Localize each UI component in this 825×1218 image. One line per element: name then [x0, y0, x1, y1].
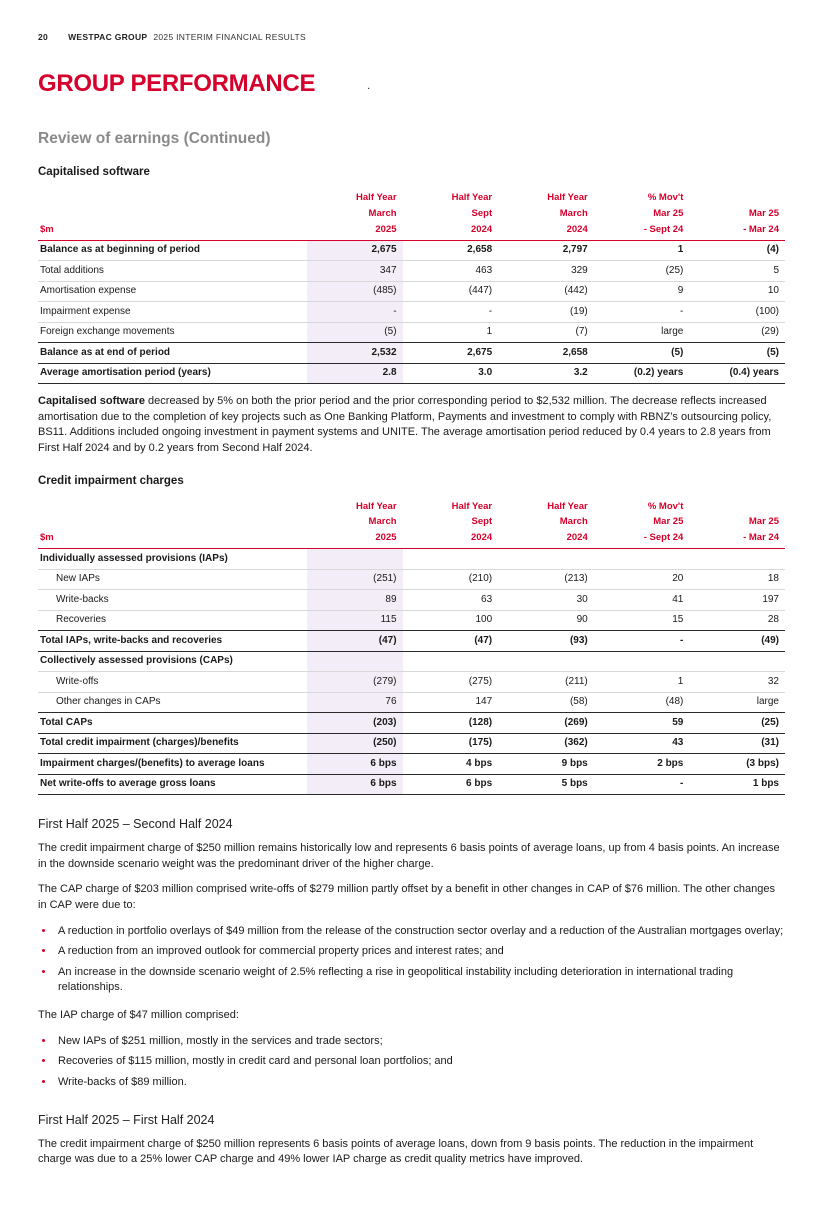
cell-value: (0.4) years [689, 363, 785, 384]
cell-value: (251) [307, 569, 403, 590]
column-header: 2025 [307, 530, 403, 548]
table-row [38, 692, 785, 713]
cell-value [689, 549, 785, 570]
page-header [38, 32, 785, 42]
table-unit-label [38, 190, 307, 206]
table-row [38, 343, 785, 364]
credit-impairment-table-container [38, 499, 785, 796]
analysis-heading-2: First Half 2025 – First Half 2024 [38, 1112, 215, 1127]
cell-value [498, 651, 594, 672]
column-header: March [559, 516, 588, 528]
analysis-paragraph-2: The CAP charge of $203 million comprised write-offs of $279 million partly offset by a benefit in other changes in CAP of $76 million. The other changes in CAP were due to: [38, 883, 776, 912]
column-header: - Sept 24 [594, 530, 690, 548]
cell-value: (447) [403, 281, 499, 302]
cell-value: large [594, 322, 690, 343]
cell-value: (3 bps) [689, 754, 785, 775]
cell-value: 4 bps [403, 754, 499, 775]
column-header: Mar 25 [653, 516, 684, 528]
cap-changes-bullet-list [38, 924, 785, 996]
cell-value: (48) [594, 692, 690, 713]
row-label: Total credit impairment (charges)/benefits [38, 733, 307, 754]
cell-value [594, 549, 690, 570]
cell-value: (210) [403, 569, 499, 590]
cell-value: 1 [403, 322, 499, 343]
row-label: Individually assessed provisions (IAPs) [40, 552, 228, 564]
cell-value: 32 [689, 672, 785, 693]
bullet-item: • A reduction from an improved outlook for commercial property prices and interest rates; and [55, 944, 785, 960]
bullet-item: • A reduction in portfolio overlays of $49 million from the release of the construction sector overlay and a reduction of the Australian mortgages overlay; [55, 924, 785, 940]
row-label: Average amortisation period (years) [38, 363, 307, 384]
analysis-paragraph-1: The credit impairment charge of $250 million remains historically low and represents 6 basis points of average loans, up from 4 basis points. An increase in the downside scenario weight was the predominant driver of the higher charge. [38, 842, 780, 870]
column-header: March [559, 207, 588, 219]
cell-value: - [594, 302, 690, 323]
financial-table [38, 190, 785, 384]
page-title-text: GROUP PERFORMANCE [38, 70, 316, 97]
cell-value [498, 549, 594, 570]
cell-value: (279) [307, 672, 403, 693]
column-header: Sept [471, 516, 493, 528]
column-header: Half Year [451, 500, 493, 512]
table-unit-label [38, 206, 307, 222]
table-row [38, 631, 785, 652]
table-title-credit-impairment: Credit impairment charges [38, 474, 184, 487]
cell-value: (269) [498, 713, 594, 734]
cell-value: 3.0 [403, 363, 499, 384]
cell-value: 6 bps [307, 774, 403, 795]
table-unit-label: $m [38, 222, 307, 240]
cell-value: 63 [403, 590, 499, 611]
cell-value: (29) [689, 322, 785, 343]
cell-value: (213) [498, 569, 594, 590]
page-title [38, 72, 785, 96]
cell-value: (5) [689, 343, 785, 364]
cell-value: 2,658 [498, 343, 594, 364]
capitalised-software-section [38, 166, 785, 457]
row-label: New IAPs [38, 569, 307, 590]
column-header: Half Year [356, 500, 397, 512]
table-row [38, 549, 785, 570]
column-header: Half Year [451, 192, 493, 203]
row-label: Recoveries [38, 610, 307, 631]
cell-value: (49) [689, 631, 785, 652]
paragraph-lead: Capitalised software [38, 395, 145, 408]
analysis-section [38, 817, 785, 1168]
column-header: 2025 [307, 222, 403, 240]
cell-value: 41 [594, 590, 690, 611]
cell-value: 76 [307, 692, 403, 713]
table-row [38, 713, 785, 734]
cell-value: 28 [689, 610, 785, 631]
row-label: Balance as at beginning of period [40, 244, 201, 256]
paragraph-text: decreased by 5% on both the prior period and the prior corresponding period to $2,532 million. The decrease reflects increased amortisation due to the completion of key projects such as One Banking Platform, Payments and investment to comply with RBNZ’s outsourcing policy, BS11. Additions included ongoing investment in payment systems and UNITE. The average amortisation period reduced by 0.4 years to 2.8 years from First Half 2024 and by 0.2 years from Second Half 2024. [38, 395, 772, 454]
cell-value: 329 [498, 261, 594, 282]
column-header: March [368, 516, 397, 528]
cell-value: (25) [689, 713, 785, 734]
analysis-paragraph-4: The credit impairment charge of $250 million represents 6 basis points of average loans, down from 9 basis points. The reduction in the impairment charge was due to a 25% lower CAP charge and 49% lower IAP charge as credit quality metrics have improved. [38, 1137, 754, 1166]
cell-value: (7) [498, 322, 594, 343]
column-header: Sept [471, 207, 493, 219]
cell-value: (93) [498, 631, 594, 652]
row-label: Write-offs [38, 672, 307, 693]
cell-value: 100 [403, 610, 499, 631]
cell-value: (211) [498, 672, 594, 693]
table-unit-label [38, 514, 307, 530]
cell-value: 15 [594, 610, 690, 631]
column-header: Mar 25 [748, 207, 779, 219]
table-row [38, 569, 785, 590]
row-label: Balance as at end of period [38, 343, 307, 364]
row-label: Impairment expense [38, 302, 307, 323]
cell-value [307, 651, 403, 672]
cell-value: 2,532 [307, 343, 403, 364]
cell-value: 1 [594, 672, 690, 693]
column-header: Half Year [356, 192, 397, 203]
table-row [38, 774, 785, 795]
table-row [38, 590, 785, 611]
table-title-capitalised-software: Capitalised software [38, 166, 150, 178]
brand-name: WESTPAC GROUP [68, 32, 148, 42]
table-unit-label [38, 499, 307, 515]
row-label: Total additions [38, 261, 307, 282]
column-header: 2024 [498, 222, 594, 240]
cell-value [307, 549, 403, 570]
analysis-paragraph-3: The IAP charge of $47 million comprised: [38, 1009, 239, 1022]
row-label: Collectively assessed provisions (CAPs) [38, 651, 307, 672]
cell-value [403, 651, 499, 672]
column-header: Mar 25 [748, 516, 779, 528]
cell-value: - [403, 302, 499, 323]
row-label: Other changes in CAPs [38, 692, 307, 713]
financial-table [38, 499, 785, 796]
cell-value [689, 651, 785, 672]
cell-value: 2,797 [562, 244, 588, 256]
credit-impairment-section [38, 475, 785, 796]
column-header: 2024 [403, 222, 499, 240]
column-header [689, 499, 785, 515]
bullet-item: • Write-backs of $89 million. [55, 1075, 785, 1091]
cell-value: 2,675 [307, 240, 403, 261]
cell-value: 2.8 [307, 363, 403, 384]
cell-value: 43 [594, 733, 690, 754]
table-row [38, 754, 785, 775]
analysis-heading-1: First Half 2025 – Second Half 2024 [38, 817, 233, 832]
cell-value: (47) [307, 631, 403, 652]
cell-value: (47) [403, 631, 499, 652]
cell-value: - [307, 302, 403, 323]
iap-charge-bullet-list [38, 1034, 785, 1091]
cell-value: large [689, 692, 785, 713]
row-label: Impairment charges/(benefits) to average loans [38, 754, 307, 775]
cell-value: (128) [403, 713, 499, 734]
table-row [38, 281, 785, 302]
cell-value: 347 [307, 261, 403, 282]
cell-value: 9 bps [498, 754, 594, 775]
column-header: - Sept 24 [594, 222, 690, 240]
section-subtitle: Review of earnings (Continued) [38, 130, 271, 147]
cell-value: 20 [594, 569, 690, 590]
cell-value: 115 [307, 610, 403, 631]
cell-value: - [594, 631, 690, 652]
cell-value: (203) [307, 713, 403, 734]
cell-value: (250) [307, 733, 403, 754]
cell-value: 89 [307, 590, 403, 611]
cell-value: 5 [689, 261, 785, 282]
cell-value: (175) [403, 733, 499, 754]
column-header: - Mar 24 [689, 222, 785, 240]
column-header: 2024 [498, 530, 594, 548]
cell-value: (5) [594, 343, 690, 364]
cell-value: (31) [689, 733, 785, 754]
capitalised-software-table-container [38, 190, 785, 384]
row-label: Amortisation expense [38, 281, 307, 302]
cell-value: 2 bps [594, 754, 690, 775]
cell-value: 10 [689, 281, 785, 302]
column-header: 2024 [403, 530, 499, 548]
table-row [38, 672, 785, 693]
cell-value: (4) [766, 244, 779, 256]
cell-value: (0.2) years [594, 363, 690, 384]
table-row [38, 302, 785, 323]
cell-value: - [594, 774, 690, 795]
column-header: % Mov't [647, 500, 684, 512]
cell-value: (19) [498, 302, 594, 323]
cell-value: 1 bps [689, 774, 785, 795]
bullet-item: • New IAPs of $251 million, mostly in the services and trade sectors; [55, 1034, 785, 1050]
cell-value: 59 [594, 713, 690, 734]
column-header: March [368, 207, 397, 219]
table-unit-label: $m [38, 530, 307, 548]
page-number: 20 [38, 32, 49, 42]
cell-value: 1 [677, 244, 684, 256]
title-dot: . [367, 80, 370, 92]
cell-value: 6 bps [403, 774, 499, 795]
table-row [38, 261, 785, 282]
row-label: Foreign exchange movements [38, 322, 307, 343]
cell-value: (100) [689, 302, 785, 323]
bullet-item: • Recoveries of $115 million, mostly in credit card and personal loan portfolios; and [55, 1054, 785, 1070]
cell-value: 90 [498, 610, 594, 631]
column-header [689, 190, 785, 206]
table-row [38, 651, 785, 672]
table-row [38, 733, 785, 754]
cell-value: (442) [498, 281, 594, 302]
cell-value: 3.2 [498, 363, 594, 384]
table-row [38, 363, 785, 384]
header-report-title: 2025 INTERIM FINANCIAL RESULTS [153, 32, 306, 42]
column-header: - Mar 24 [689, 530, 785, 548]
cell-value: 6 bps [307, 754, 403, 775]
column-header: Half Year [547, 500, 588, 512]
column-header: % Mov't [647, 192, 684, 203]
cell-value: (275) [403, 672, 499, 693]
cell-value [594, 651, 690, 672]
table-row [38, 610, 785, 631]
table-row [38, 322, 785, 343]
row-label: Total CAPs [38, 713, 307, 734]
cell-value: (25) [594, 261, 690, 282]
cell-value: 18 [689, 569, 785, 590]
column-header: Mar 25 [653, 207, 684, 219]
cell-value: 2,658 [467, 244, 493, 256]
cell-value [403, 549, 499, 570]
cell-value: 30 [498, 590, 594, 611]
cell-value: 2,675 [403, 343, 499, 364]
cell-value: 5 bps [498, 774, 594, 795]
cell-value: (362) [498, 733, 594, 754]
cell-value: 463 [403, 261, 499, 282]
cell-value: 197 [689, 590, 785, 611]
capitalised-software-paragraph [38, 394, 785, 456]
cell-value: (58) [498, 692, 594, 713]
column-header: Half Year [547, 192, 588, 203]
cell-value: 9 [594, 281, 690, 302]
cell-value: 147 [403, 692, 499, 713]
row-label: Write-backs [38, 590, 307, 611]
table-row [38, 240, 785, 261]
cell-value: (5) [307, 322, 403, 343]
row-label: Net write-offs to average gross loans [38, 774, 307, 795]
row-label: Total IAPs, write-backs and recoveries [38, 631, 307, 652]
cell-value: (485) [307, 281, 403, 302]
bullet-item: • An increase in the downside scenario weight of 2.5% reflecting a rise in geopolitical instability including deterioration in international trading relationships. [55, 965, 785, 996]
